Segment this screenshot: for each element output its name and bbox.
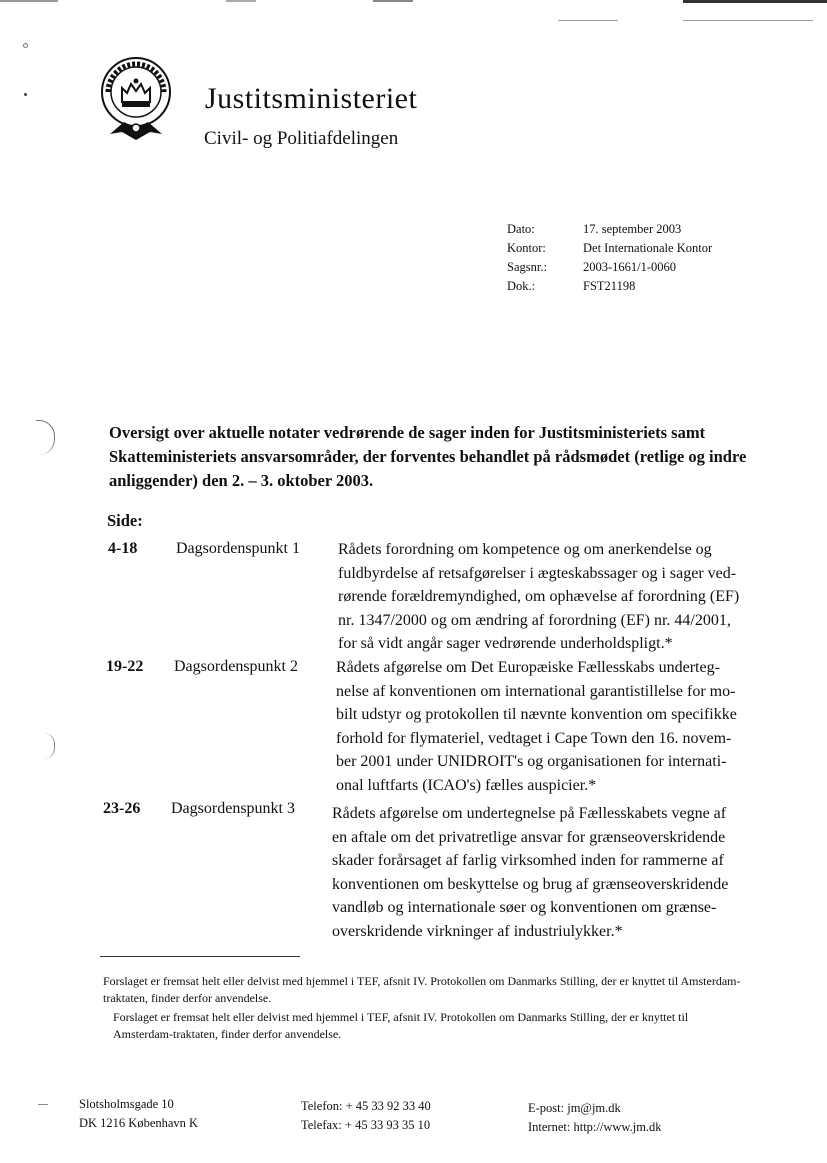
- item-line: ber 2001 under UNIDROIT's og organisationen for internati-: [336, 753, 727, 770]
- item-line: en aftale om det privatretlige ansvar for grænseoverskridende: [332, 828, 726, 846]
- footer-phone: Telefon: + 45 33 92 33 40: [301, 1099, 431, 1113]
- item-line: Rådets afgørelse om undertegnelse på Fællesskabets vegne af: [332, 805, 727, 822]
- scan-line: [38, 1104, 48, 1105]
- meta-row-date: [507, 220, 712, 239]
- meta-row-office: [507, 239, 712, 258]
- ministry-seal-logo: [100, 54, 176, 144]
- item-description: [338, 538, 750, 656]
- punch-hole-mark: [44, 733, 55, 759]
- scan-edge-mark: [226, 0, 256, 2]
- side-label: Side:: [107, 511, 143, 530]
- meta-label: Dok.:: [507, 279, 536, 293]
- item-description: [332, 802, 744, 943]
- item-line: forhold for flymateriel, vedtaget i Cape Town den 16. novem-: [336, 729, 732, 747]
- meta-value: FST21198: [583, 279, 636, 293]
- item-line: konventionen om beskyttelse og brug af grænseoverskridende: [332, 875, 729, 893]
- footer-phone-block: [301, 1097, 431, 1135]
- address-city: DK 1216 København K: [79, 1116, 199, 1130]
- scan-line: [683, 20, 813, 21]
- item-line: rørende forældremyndighed, om ophævelse af forordning (EF): [338, 588, 740, 605]
- footer-email: E-post: jm@jm.dk: [528, 1101, 621, 1115]
- scan-line: [558, 20, 618, 21]
- item-description: [336, 656, 748, 797]
- item-line: nr. 1347/2000 og om ændring af forordning (EF) nr. 44/2001,: [338, 611, 731, 629]
- scan-edge-mark: [683, 0, 827, 3]
- meta-label: Dato:: [507, 222, 535, 236]
- item-pages: 19-22: [106, 658, 144, 675]
- footnote-divider: [100, 956, 300, 957]
- item-agenda: Dagsordenspunkt 2: [174, 658, 298, 675]
- meta-row-doc: [507, 277, 712, 296]
- department-name: Civil- og Politiafdelingen: [204, 128, 399, 149]
- meta-row-case-number: [507, 258, 712, 277]
- meta-value: 2003-1661/1-0060: [583, 260, 677, 274]
- item-pages: 23-26: [103, 800, 141, 817]
- item-line: bilt udstyr og protokollen til nævnte konvention om specifikke: [336, 706, 737, 723]
- footnote: Forslaget er fremsat helt eller delvist med hjemmel i TEF, afsnit IV. Protokollen om Danmarks Stilling, der er knyttet til Amsterdam-traktaten, finder derfor anvendelse.: [103, 974, 741, 1005]
- punch-hole-mark: [36, 420, 55, 455]
- address-street: Slotsholmsgade 10: [79, 1097, 174, 1111]
- footer-address: [79, 1095, 198, 1133]
- meta-label: Kontor:: [507, 241, 546, 255]
- item-line: vandløb og internationale søer og konventionen om grænse-: [332, 899, 717, 916]
- footnote: Forslaget er fremsat helt eller delvist med hjemmel i TEF, afsnit IV. Protokollen om Danmarks Stilling, der er knyttet til Amsterdam-traktaten, finder derfor anvendelse.: [113, 1010, 689, 1041]
- footer-contact-block: [528, 1099, 662, 1137]
- meta-value: Det Internationale Kontor: [583, 241, 713, 255]
- item-agenda: Dagsordenspunkt 1: [176, 540, 300, 557]
- scan-edge-mark: [373, 0, 413, 2]
- meta-value: 17. september 2003: [583, 222, 682, 236]
- scan-dot: [23, 43, 28, 48]
- footnotes: [103, 973, 743, 1045]
- item-pages: 4-18: [108, 540, 138, 557]
- ministry-name: Justitsministeriet: [205, 82, 418, 115]
- item-line: Rådets forordning om kompetence og om anerkendelse og: [338, 541, 712, 558]
- item-line: for så vidt angår sager vedrørende underholdspligt.*: [338, 635, 673, 652]
- document-heading: Oversigt over aktuelle notater vedrørende de sager inden for Justitsministeriets samt Skatteministeriets ansvarsområder, der forventes behandlet på rådsmødet (retlige og indre anliggender) den 2. – 3. oktober 2003.: [109, 423, 747, 490]
- meta-label: Sagsnr.:: [507, 260, 547, 274]
- item-line: Rådets afgørelse om Det Europæiske Fællesskabs underteg-: [336, 659, 720, 676]
- footer-internet: Internet: http://www.jm.dk: [528, 1120, 662, 1134]
- scan-edge-mark: [0, 0, 58, 2]
- footer-fax: Telefax: + 45 33 93 35 10: [301, 1118, 431, 1132]
- item-line: skader forårsaget af farlig virksomhed inden for rammerne af: [332, 852, 724, 869]
- item-line: nelse af konventionen om international garantistillelse for mo-: [336, 682, 736, 700]
- item-line: onal luftfarts (ICAO's) fælles auspicier.*: [336, 776, 597, 794]
- item-line: fuldbyrdelse af retsafgørelser i ægteskabssager og i sager ved-: [338, 564, 737, 582]
- item-line: overskridende virkninger af industriulykker.*: [332, 922, 623, 940]
- scan-dot: [24, 93, 27, 96]
- item-agenda: Dagsordenspunkt 3: [171, 800, 295, 817]
- document-meta: [507, 220, 712, 296]
